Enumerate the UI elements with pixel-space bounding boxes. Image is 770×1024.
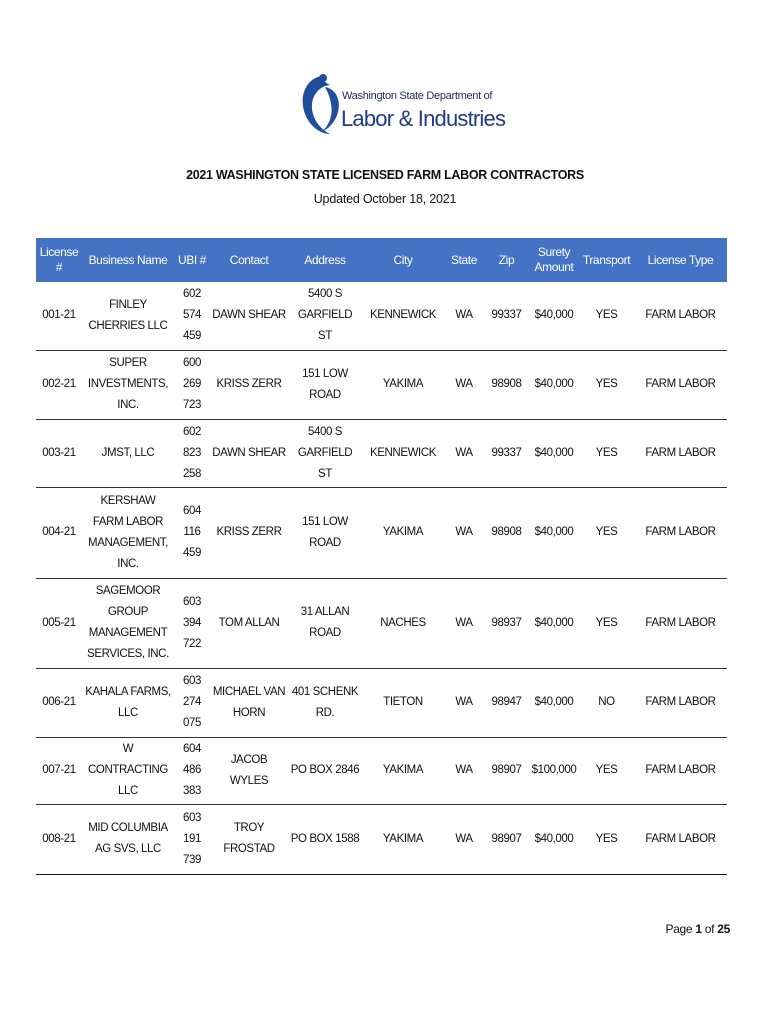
license-type-cell: FARM LABOR: [634, 804, 727, 874]
contact-cell: KRISS ZERR: [210, 350, 288, 419]
zip-cell: 99337: [484, 419, 529, 487]
transport-cell: YES: [579, 578, 634, 668]
city-cell: TIETON: [362, 668, 444, 737]
state-cell: WA: [444, 578, 484, 668]
table-row: [36, 487, 727, 578]
contact-cell: KRISS ZERR: [210, 487, 288, 578]
column-header-zip: Zip: [484, 238, 529, 282]
contact-cell: TROY FROSTAD: [210, 804, 288, 874]
table-header-row: [36, 238, 727, 282]
state-cell: WA: [444, 804, 484, 874]
address-cell: 5400 S GARFIELD ST: [288, 419, 362, 487]
zip-cell: 98908: [484, 487, 529, 578]
city-cell: YAKIMA: [362, 804, 444, 874]
column-header-transport: Transport: [579, 238, 634, 282]
business-cell: MID COLUMBIA AG SVS, LLC: [82, 804, 174, 874]
surety-cell: $40,000: [529, 668, 579, 737]
page-total: 25: [717, 922, 730, 936]
table-row: [36, 804, 727, 874]
zip-cell: 98907: [484, 737, 529, 804]
page-title: 2021 WASHINGTON STATE LICENSED FARM LABOR CONTRACTORS: [186, 168, 584, 182]
ubi-cell: 602 823 258: [174, 419, 210, 487]
page-prefix: Page: [665, 922, 693, 936]
zip-cell: 98908: [484, 350, 529, 419]
ubi-cell: 600 269 723: [174, 350, 210, 419]
column-header-business: Business Name: [82, 238, 174, 282]
license-type-cell: FARM LABOR: [634, 737, 727, 804]
contact-cell: JACOB WYLES: [210, 737, 288, 804]
ubi-cell: 604 486 383: [174, 737, 210, 804]
state-cell: WA: [444, 282, 484, 350]
surety-cell: $40,000: [529, 350, 579, 419]
business-cell: SAGEMOOR GROUP MANAGEMENT SERVICES, INC.: [82, 578, 174, 668]
city-cell: YAKIMA: [362, 737, 444, 804]
city-cell: KENNEWICK: [362, 282, 444, 350]
license-type-cell: FARM LABOR: [634, 578, 727, 668]
ubi-cell: 603 394 722: [174, 578, 210, 668]
license-type-cell: FARM LABOR: [634, 282, 727, 350]
city-cell: YAKIMA: [362, 487, 444, 578]
surety-cell: $40,000: [529, 419, 579, 487]
ubi-cell: 602 574 459: [174, 282, 210, 350]
state-cell: WA: [444, 737, 484, 804]
column-header-license-type: License Type: [634, 238, 727, 282]
transport-cell: YES: [579, 804, 634, 874]
logo-line-2: Labor & Industries: [341, 106, 506, 131]
contractors-table: [36, 238, 727, 875]
state-cell: WA: [444, 350, 484, 419]
transport-cell: YES: [579, 487, 634, 578]
city-cell: KENNEWICK: [362, 419, 444, 487]
address-cell: 151 LOW ROAD: [288, 350, 362, 419]
surety-cell: $40,000: [529, 578, 579, 668]
transport-cell: YES: [579, 419, 634, 487]
agency-logo: [300, 72, 506, 142]
license-cell: 003-21: [36, 419, 82, 487]
license-type-cell: FARM LABOR: [634, 419, 727, 487]
license-cell: 002-21: [36, 350, 82, 419]
contact-cell: DAWN SHEAR: [210, 282, 288, 350]
contact-cell: TOM ALLAN: [210, 578, 288, 668]
column-header-contact: Contact: [210, 238, 288, 282]
page-of: of: [704, 922, 715, 936]
business-cell: KAHALA FARMS, LLC: [82, 668, 174, 737]
contact-cell: DAWN SHEAR: [210, 419, 288, 487]
transport-cell: YES: [579, 737, 634, 804]
column-header-city: City: [362, 238, 444, 282]
address-cell: 31 ALLAN ROAD: [288, 578, 362, 668]
city-cell: NACHES: [362, 578, 444, 668]
column-header-state: State: [444, 238, 484, 282]
license-cell: 001-21: [36, 282, 82, 350]
table-row: [36, 282, 727, 350]
address-cell: 401 SCHENK RD.: [288, 668, 362, 737]
license-cell: 008-21: [36, 804, 82, 874]
state-cell: WA: [444, 487, 484, 578]
address-cell: 5400 S GARFIELD ST: [288, 282, 362, 350]
transport-cell: YES: [579, 350, 634, 419]
city-cell: YAKIMA: [362, 350, 444, 419]
surety-cell: $100,000: [529, 737, 579, 804]
zip-cell: 99337: [484, 282, 529, 350]
column-header-surety: Surety Amount: [529, 238, 579, 282]
table-row: [36, 419, 727, 487]
license-cell: 006-21: [36, 668, 82, 737]
zip-cell: 98907: [484, 804, 529, 874]
page-indicator: [665, 922, 730, 936]
table-row: [36, 668, 727, 737]
license-cell: 004-21: [36, 487, 82, 578]
column-header-ubi: UBI #: [174, 238, 210, 282]
column-header-license: License #: [36, 238, 82, 282]
transport-cell: NO: [579, 668, 634, 737]
transport-cell: YES: [579, 282, 634, 350]
table-row: [36, 578, 727, 668]
surety-cell: $40,000: [529, 804, 579, 874]
contact-cell: MICHAEL VAN HORN: [210, 668, 288, 737]
table-row: [36, 737, 727, 804]
license-type-cell: FARM LABOR: [634, 487, 727, 578]
logo-line-1: Washington State Department of: [342, 90, 493, 102]
state-cell: WA: [444, 668, 484, 737]
business-cell: W CONTRACTING LLC: [82, 737, 174, 804]
business-cell: JMST, LLC: [82, 419, 174, 487]
license-type-cell: FARM LABOR: [634, 350, 727, 419]
license-cell: 007-21: [36, 737, 82, 804]
zip-cell: 98937: [484, 578, 529, 668]
ubi-cell: 604 116 459: [174, 487, 210, 578]
business-cell: KERSHAW FARM LABOR MANAGEMENT, INC.: [82, 487, 174, 578]
logo-emblem-icon: [300, 72, 342, 138]
business-cell: FINLEY CHERRIES LLC: [82, 282, 174, 350]
address-cell: 151 LOW ROAD: [288, 487, 362, 578]
surety-cell: $40,000: [529, 282, 579, 350]
zip-cell: 98947: [484, 668, 529, 737]
license-type-cell: FARM LABOR: [634, 668, 727, 737]
column-header-address: Address: [288, 238, 362, 282]
state-cell: WA: [444, 419, 484, 487]
page-subtitle: Updated October 18, 2021: [313, 192, 457, 206]
license-cell: 005-21: [36, 578, 82, 668]
address-cell: PO BOX 1588: [288, 804, 362, 874]
address-cell: PO BOX 2846: [288, 737, 362, 804]
page-current: 1: [695, 922, 702, 936]
table-row: [36, 350, 727, 419]
surety-cell: $40,000: [529, 487, 579, 578]
ubi-cell: 603 274 075: [174, 668, 210, 737]
business-cell: SUPER INVESTMENTS, INC.: [82, 350, 174, 419]
ubi-cell: 603 191 739: [174, 804, 210, 874]
